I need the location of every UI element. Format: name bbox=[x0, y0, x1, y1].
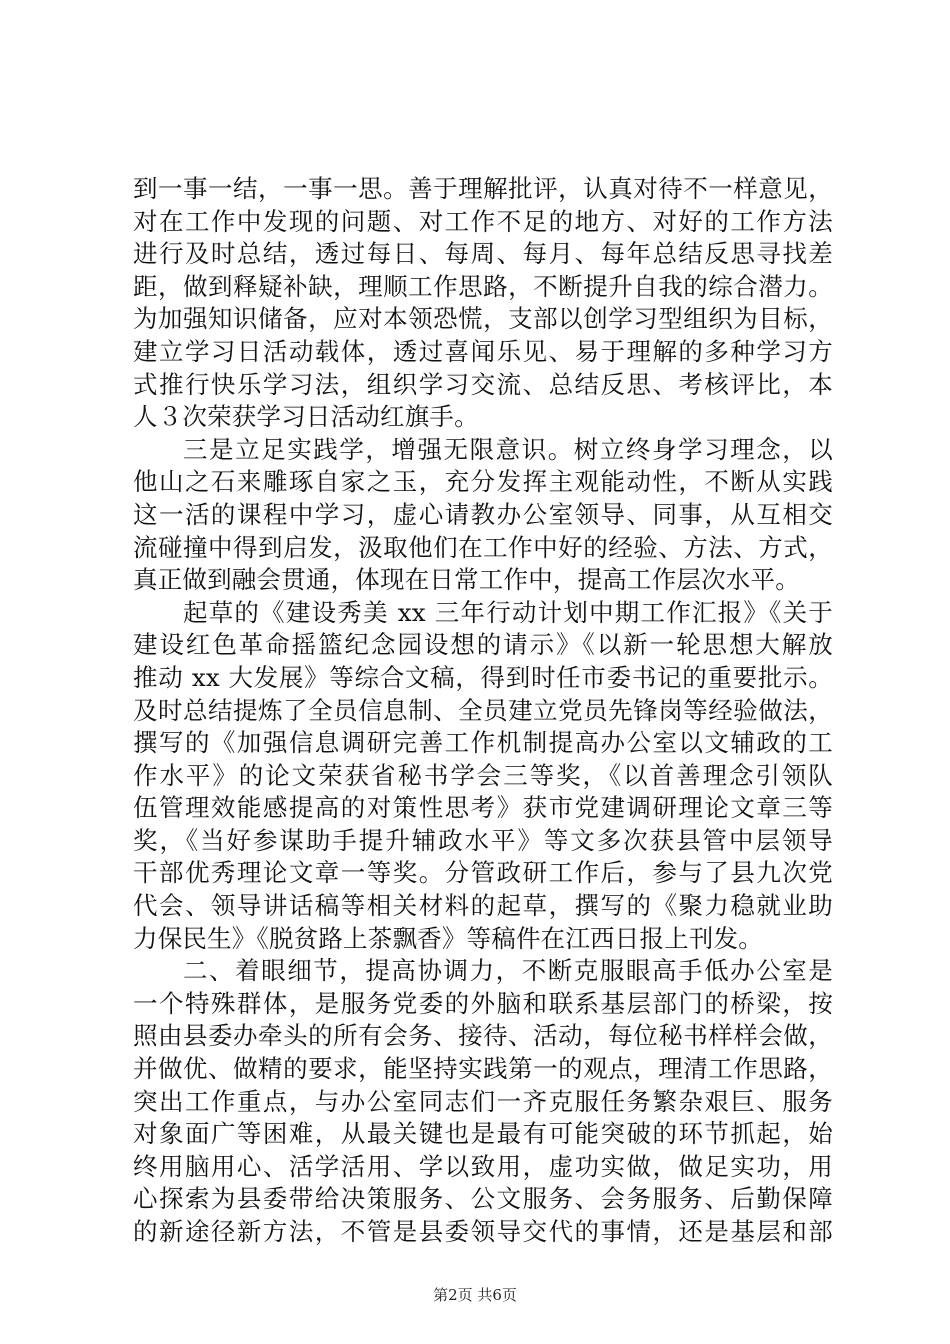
text-line: 这一活的课程中学习，虚心请教办公室领导、同事，从互相交 bbox=[133, 499, 833, 529]
text-line: 真正做到融会贯通，体现在日常工作中，提高工作层次水平。 bbox=[133, 565, 800, 595]
text-line: 力保民生》《脱贫路上茶飘香》等稿件在江西日报上刊发。 bbox=[133, 923, 763, 953]
text-line: 伍管理效能感提高的对策性思考》获市党建调研理论文章三等 bbox=[133, 793, 833, 823]
text-line: 人３次荣获学习日活动红旗手。 bbox=[133, 402, 479, 432]
text-line: 终用脑用心、活学活用、学以致用，虚功实做，做足实功，用 bbox=[133, 1151, 833, 1181]
text-line: 并做优、做精的要求，能坚持实践第一的观点，理清工作思路， bbox=[133, 1054, 833, 1084]
text-line: 对在工作中发现的问题、对工作不足的地方、对好的工作方法 bbox=[133, 206, 833, 236]
text-line: 为加强知识储备，应对本领恐慌，支部以创学习型组织为目标， bbox=[133, 304, 833, 334]
text-line: 流碰撞中得到启发，汲取他们在工作中好的经验、方法、方式， bbox=[133, 532, 833, 562]
text-line: 心探索为县委带给决策服务、公文服务、会务服务、后勤保障 bbox=[133, 1184, 833, 1214]
text-line: 建立学习日活动载体，透过喜闻乐见、易于理解的多种学习方 bbox=[133, 336, 833, 366]
text-line: 进行及时总结，透过每日、每周、每月、每年总结反思寻找差 bbox=[133, 239, 833, 269]
text-line: 奖，《当好参谋助手提升辅政水平》等文多次获县管中层领导 bbox=[133, 825, 833, 855]
page-number-footer: 第2页 共6页 bbox=[433, 1286, 517, 1304]
paragraph-start-line: 三是立足实践学，增强无限意识。树立终身学习理念，以 bbox=[183, 434, 833, 464]
text-line: 建设红色革命摇篮纪念园设想的请示》《以新一轮思想大解放 bbox=[133, 630, 833, 660]
text-line: 对象面广等困难，从最关键也是最有可能突破的环节抓起，始 bbox=[133, 1119, 833, 1149]
text-line: 突出工作重点，与办公室同志们一齐克服任务繁杂艰巨、服务 bbox=[133, 1086, 833, 1116]
text-line: 一个特殊群体，是服务党委的外脑和联系基层部门的桥梁，按 bbox=[133, 988, 833, 1018]
text-line: 他山之石来雕琢自家之玉，充分发挥主观能动性，不断从实践 bbox=[133, 467, 833, 497]
text-line: 式推行快乐学习法，组织学习交流、总结反思、考核评比，本 bbox=[133, 369, 833, 399]
text-line: 照由县委办牵头的所有会务、接待、活动，每位秘书样样会做， bbox=[133, 1021, 833, 1051]
paragraph-start-line: 起草的《建设秀美 xx 三年行动计划中期工作汇报》《关于 bbox=[183, 597, 833, 627]
text-line: 到一事一结，一事一思。善于理解批评，认真对待不一样意见， bbox=[133, 174, 833, 203]
text-line: 代会、领导讲话稿等相关材料的起草，撰写的《聚力稳就业助 bbox=[133, 891, 833, 921]
text-line: 距，做到释疑补缺，理顺工作思路，不断提升自我的综合潜力。 bbox=[133, 271, 833, 301]
paragraph-start-line: 二、着眼细节，提高协调力，不断克服眼高手低办公室是 bbox=[183, 956, 833, 986]
text-line: 推动 xx 大发展》等综合文稿，得到时任市委书记的重要批示。 bbox=[133, 662, 833, 692]
text-line: 及时总结提炼了全员信息制、全员建立党员先锋岗等经验做法， bbox=[133, 695, 833, 725]
text-line: 干部优秀理论文章一等奖。分管政研工作后，参与了县九次党 bbox=[133, 858, 833, 888]
text-line: 的新途径新方法，不管是县委领导交代的事情，还是基层和部 bbox=[133, 1217, 833, 1246]
text-line: 撰写的《加强信息调研完善工作机制提高办公室以文辅政的工 bbox=[133, 728, 833, 758]
body-text bbox=[133, 173, 833, 1249]
text-line: 作水平》的论文荣获省秘书学会三等奖，《以首善理念引领队 bbox=[133, 760, 833, 790]
